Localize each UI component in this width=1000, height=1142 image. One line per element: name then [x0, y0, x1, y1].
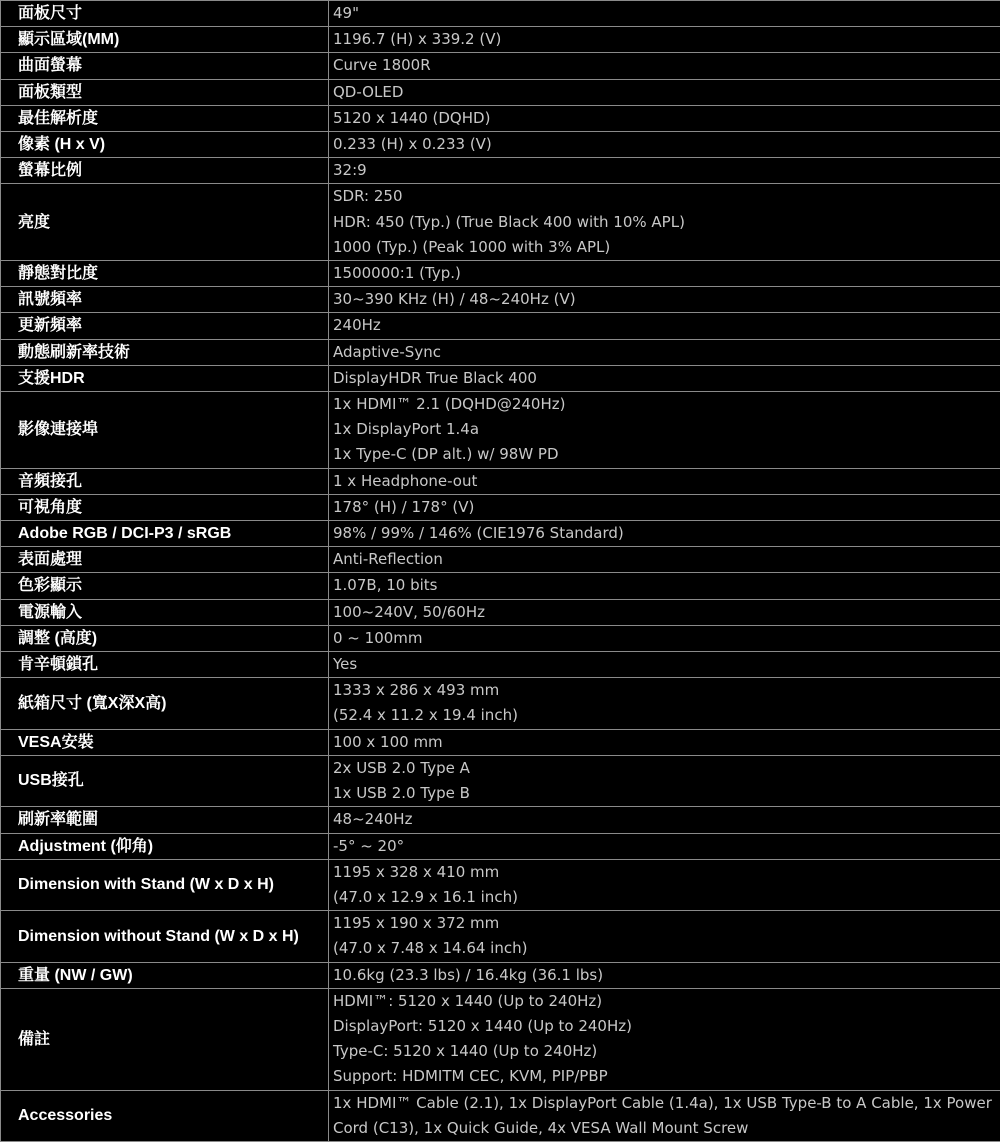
spec-row [1, 313, 1000, 339]
spec-row [1, 962, 1000, 988]
spec-value: 5120 x 1440 (DQHD) [329, 105, 1000, 131]
spec-label: Adobe RGB / DCI-P3 / sRGB [1, 521, 329, 547]
spec-label: 顯示區域(MM) [1, 27, 329, 53]
spec-row [1, 1, 1000, 27]
spec-label: 可視角度 [1, 494, 329, 520]
spec-label: 亮度 [1, 184, 329, 261]
spec-value: QD-OLED [329, 79, 1000, 105]
spec-label: 紙箱尺寸 (寬X深X高) [1, 678, 329, 729]
spec-label: 影像連接埠 [1, 392, 329, 469]
spec-row [1, 988, 1000, 1090]
spec-row [1, 729, 1000, 755]
spec-value: Anti-Reflection [329, 547, 1000, 573]
spec-label: 靜態對比度 [1, 261, 329, 287]
spec-value: 10.6kg (23.3 lbs) / 16.4kg (36.1 lbs) [329, 962, 1000, 988]
spec-value: 1195 x 190 x 372 mm (47.0 x 7.48 x 14.64 inch) [329, 911, 1000, 962]
spec-value: 48~240Hz [329, 807, 1000, 833]
spec-label: 面板類型 [1, 79, 329, 105]
spec-value: 98% / 99% / 146% (CIE1976 Standard) [329, 521, 1000, 547]
spec-value: Adaptive-Sync [329, 339, 1000, 365]
spec-row [1, 158, 1000, 184]
spec-value: 1x HDMI™ Cable (2.1), 1x DisplayPort Cable (1.4a), 1x USB Type-B to A Cable, 1x Power Cord (C13), 1x Quick Guide, 4x VESA Wall Mount Screw [329, 1090, 1000, 1141]
spec-label: 訊號頻率 [1, 287, 329, 313]
spec-label: Adjustment (仰角) [1, 833, 329, 859]
spec-label: 重量 (NW / GW) [1, 962, 329, 988]
spec-value: Curve 1800R [329, 53, 1000, 79]
spec-value: 1x HDMI™ 2.1 (DQHD@240Hz) 1x DisplayPort 1.4a 1x Type-C (DP alt.) w/ 98W PD [329, 392, 1000, 469]
spec-row [1, 468, 1000, 494]
spec-value: 178° (H) / 178° (V) [329, 494, 1000, 520]
spec-value: DisplayHDR True Black 400 [329, 365, 1000, 391]
spec-row [1, 755, 1000, 806]
spec-row [1, 132, 1000, 158]
spec-value: 1333 x 286 x 493 mm (52.4 x 11.2 x 19.4 inch) [329, 678, 1000, 729]
spec-value: 1 x Headphone-out [329, 468, 1000, 494]
spec-value: HDMI™: 5120 x 1440 (Up to 240Hz) DisplayPort: 5120 x 1440 (Up to 240Hz) Type-C: 5120 x 1440 (Up to 240Hz) Support: HDMITM CEC, KVM, PIP/PBP [329, 988, 1000, 1090]
spec-value: Yes [329, 652, 1000, 678]
spec-label: USB接孔 [1, 755, 329, 806]
spec-row [1, 184, 1000, 261]
spec-row [1, 911, 1000, 962]
spec-label: 最佳解析度 [1, 105, 329, 131]
spec-row [1, 392, 1000, 469]
spec-label: 電源輸入 [1, 599, 329, 625]
spec-row [1, 1090, 1000, 1141]
spec-value: 100 x 100 mm [329, 729, 1000, 755]
spec-value: 0.233 (H) x 0.233 (V) [329, 132, 1000, 158]
spec-value: SDR: 250 HDR: 450 (Typ.) (True Black 400 with 10% APL) 1000 (Typ.) (Peak 1000 with 3% APL) [329, 184, 1000, 261]
spec-label: 曲面螢幕 [1, 53, 329, 79]
spec-row [1, 494, 1000, 520]
spec-row [1, 678, 1000, 729]
spec-label: Dimension without Stand (W x D x H) [1, 911, 329, 962]
spec-label: 音頻接孔 [1, 468, 329, 494]
spec-table-body [1, 1, 1000, 1142]
spec-row [1, 105, 1000, 131]
spec-value: 0 ~ 100mm [329, 625, 1000, 651]
spec-value: 1195 x 328 x 410 mm (47.0 x 12.9 x 16.1 inch) [329, 859, 1000, 910]
spec-row [1, 261, 1000, 287]
spec-row [1, 652, 1000, 678]
spec-row [1, 859, 1000, 910]
spec-row [1, 53, 1000, 79]
spec-label: 更新頻率 [1, 313, 329, 339]
spec-label: 色彩顯示 [1, 573, 329, 599]
spec-label: 表面處理 [1, 547, 329, 573]
spec-value: 1.07B, 10 bits [329, 573, 1000, 599]
spec-label: Accessories [1, 1090, 329, 1141]
spec-value: 1196.7 (H) x 339.2 (V) [329, 27, 1000, 53]
spec-row [1, 521, 1000, 547]
spec-row [1, 339, 1000, 365]
spec-row [1, 625, 1000, 651]
spec-value: -5° ~ 20° [329, 833, 1000, 859]
spec-label: 動態刷新率技術 [1, 339, 329, 365]
spec-label: 支援HDR [1, 365, 329, 391]
spec-row [1, 27, 1000, 53]
spec-row [1, 807, 1000, 833]
spec-label: VESA安裝 [1, 729, 329, 755]
spec-row [1, 287, 1000, 313]
spec-value: 100~240V, 50/60Hz [329, 599, 1000, 625]
spec-row [1, 547, 1000, 573]
spec-label: 肯辛頓鎖孔 [1, 652, 329, 678]
spec-label: 面板尺寸 [1, 1, 329, 27]
spec-label: 刷新率範圍 [1, 807, 329, 833]
spec-label: 像素 (H x V) [1, 132, 329, 158]
spec-label: 螢幕比例 [1, 158, 329, 184]
spec-value: 240Hz [329, 313, 1000, 339]
spec-label: 備註 [1, 988, 329, 1090]
spec-row [1, 573, 1000, 599]
spec-label: 調整 (高度) [1, 625, 329, 651]
spec-value: 49" [329, 1, 1000, 27]
spec-row [1, 599, 1000, 625]
spec-row [1, 365, 1000, 391]
spec-value: 2x USB 2.0 Type A 1x USB 2.0 Type B [329, 755, 1000, 806]
spec-value: 30~390 KHz (H) / 48~240Hz (V) [329, 287, 1000, 313]
spec-value: 1500000:1 (Typ.) [329, 261, 1000, 287]
spec-row [1, 79, 1000, 105]
spec-label: Dimension with Stand (W x D x H) [1, 859, 329, 910]
spec-row [1, 833, 1000, 859]
spec-value: 32:9 [329, 158, 1000, 184]
